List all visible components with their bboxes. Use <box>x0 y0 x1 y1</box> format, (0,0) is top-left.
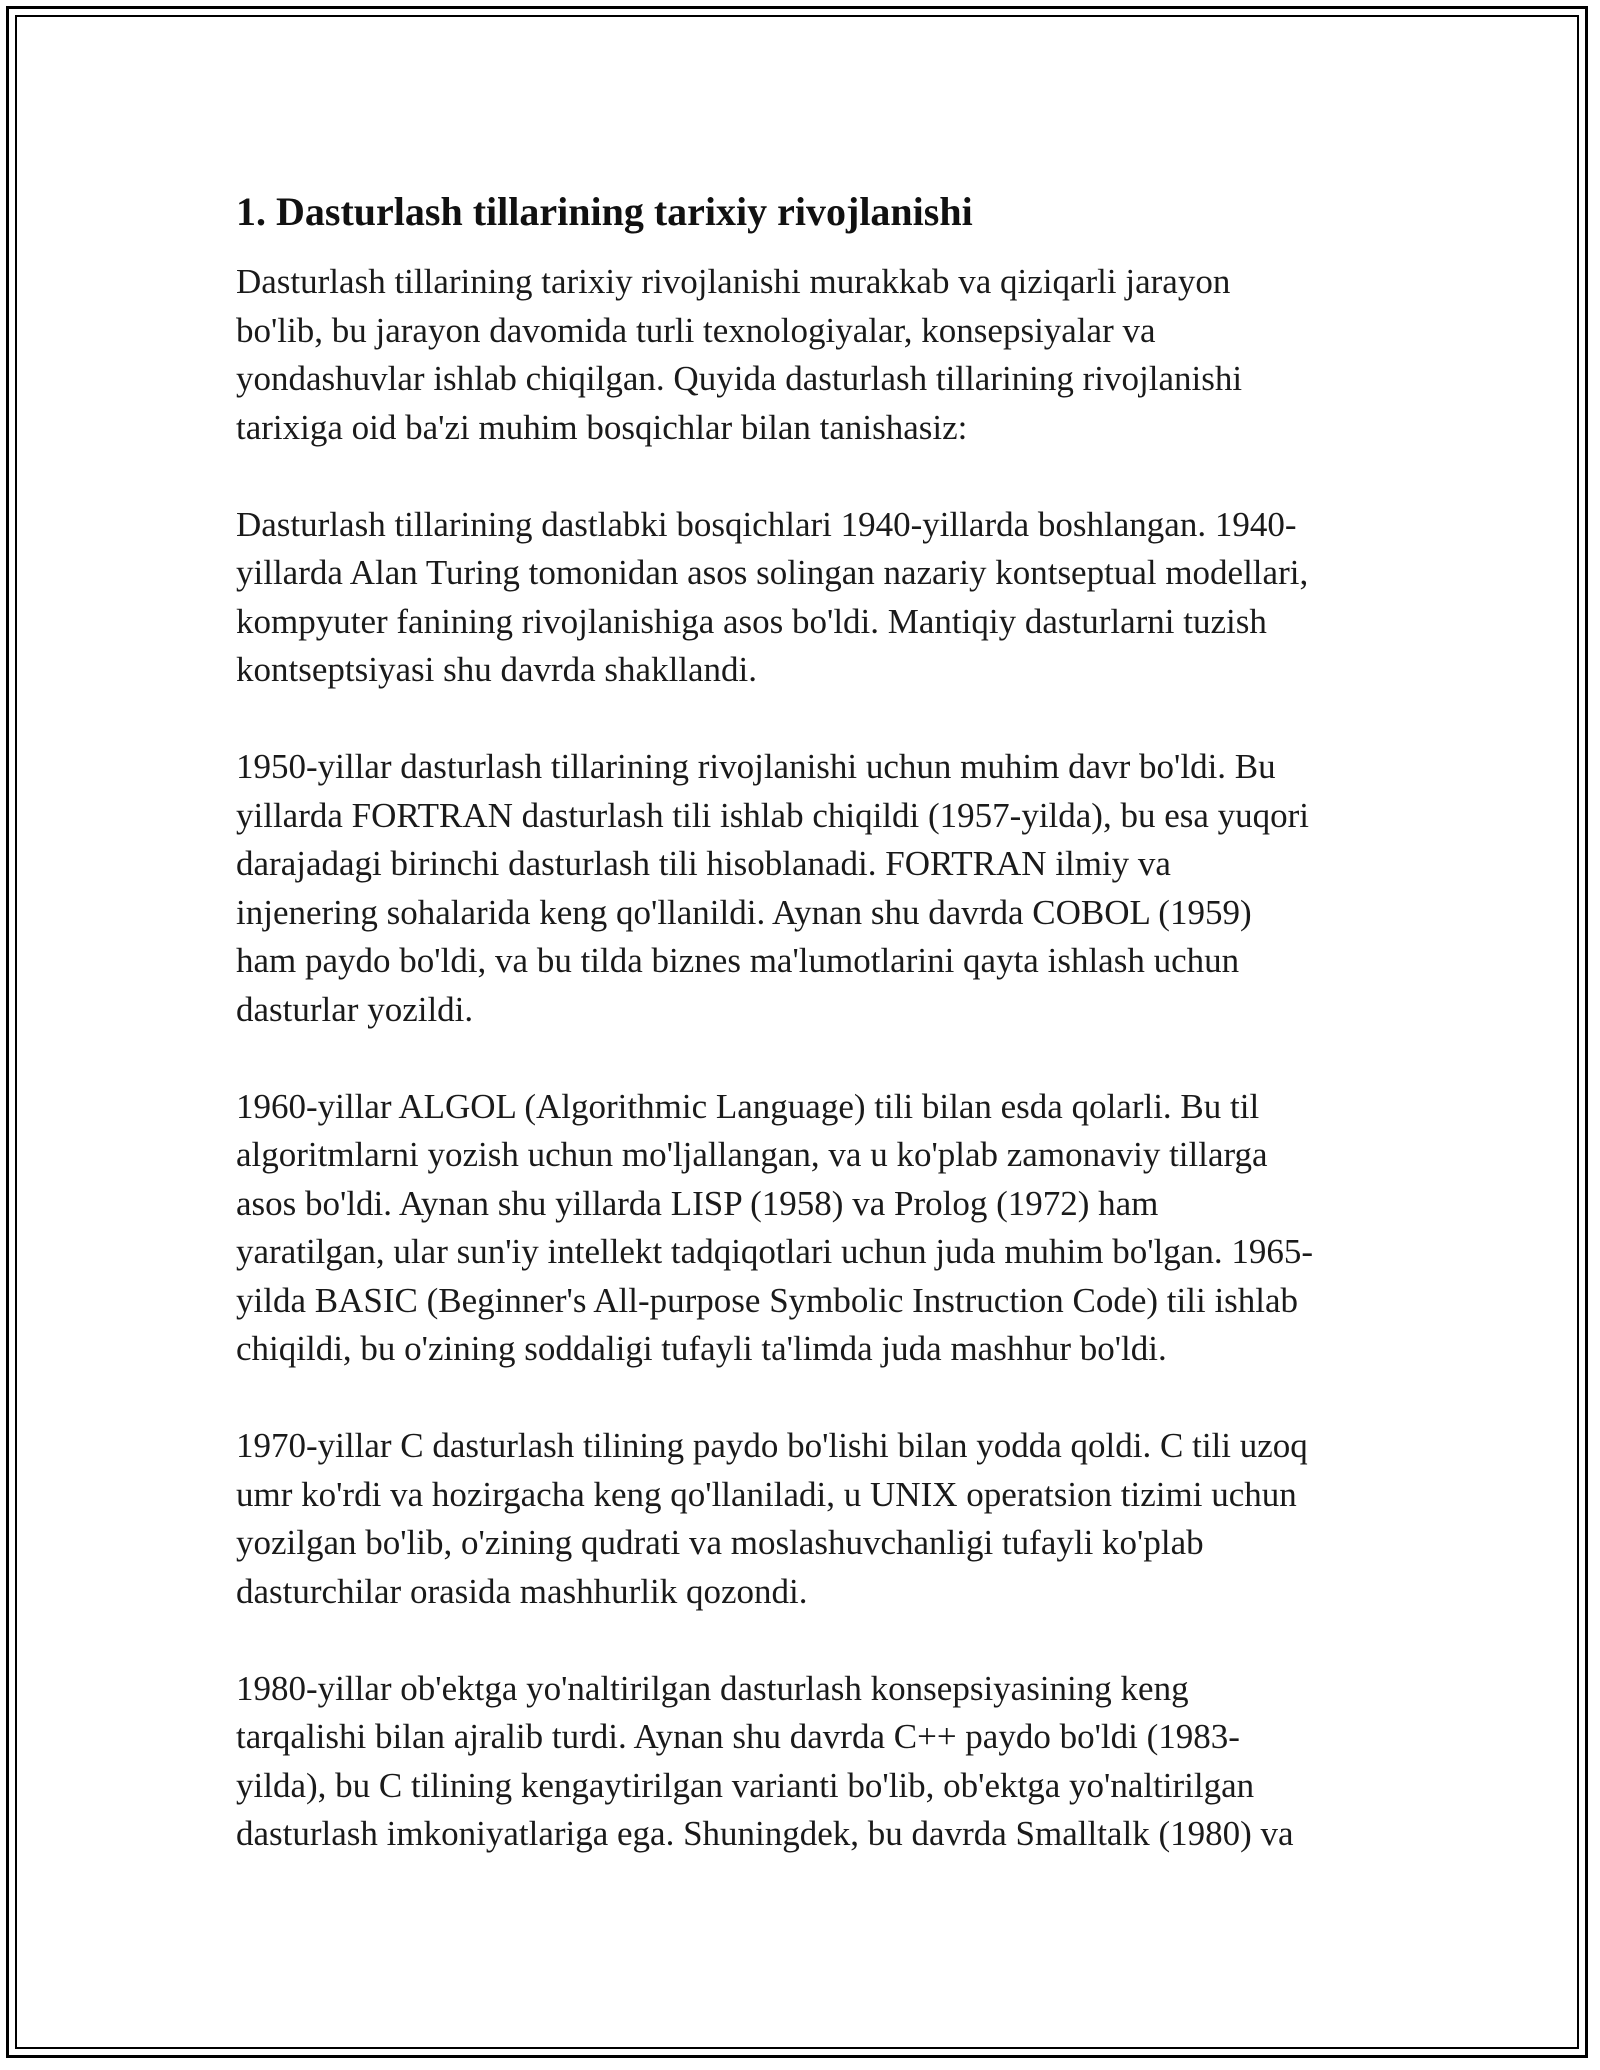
text-line: 1960-yillar ALGOL (Algorithmic Language) tili bilan esda qolarli. Bu til <box>236 1086 1260 1126</box>
text-line: kompyuter fanining rivojlanishiga asos bo'ldi. Mantiqiy dasturlarni tuzish <box>236 601 1267 641</box>
text-line: asos bo'ldi. Aynan shu yillarda LISP (1958) va Prolog (1972) ham <box>236 1183 1159 1223</box>
text-line: yondashuvlar ishlab chiqilgan. Quyida dasturlash tillarining rivojlanishi <box>236 359 1243 398</box>
text-line: 1970-yillar C dasturlash tilining paydo bo'lishi bilan yodda qoldi. C tili uzoq <box>236 1426 1308 1465</box>
paragraph-intro <box>236 258 1376 452</box>
text-line: tarixiga oid ba'zi muhim bosqichlar bilan tanishasiz: <box>236 407 968 447</box>
paragraph-1960s <box>236 1083 1376 1374</box>
text-line: dasturlar yozildi. <box>236 989 474 1029</box>
paragraph-1950s <box>236 743 1376 1034</box>
text-line: kontseptsiyasi shu davrda shakllandi. <box>236 650 758 689</box>
document-body <box>236 186 1376 1907</box>
text-line: dasturlash imkoniyatlariga ega. Shuningdek, bu davrda Smalltalk (1980) va <box>236 1814 1294 1853</box>
text-line: yillarda FORTRAN dasturlash tili ishlab chiqildi (1957-yilda), bu esa yuqori <box>236 795 1310 835</box>
section-heading: 1. Dasturlash tillarining tarixiy rivojlanishi <box>236 189 973 234</box>
text-line: chiqildi, bu o'zining soddaligi tufayli ta'limda juda mashhur bo'ldi. <box>236 1329 1167 1368</box>
text-line: ham paydo bo'ldi, va bu tilda biznes ma'lumotlarini qayta ishlash uchun <box>236 941 1240 980</box>
text-line: yaratilgan, ular sun'iy intellekt tadqiqotlari uchun juda muhim bo'lgan. 1965- <box>236 1232 1313 1271</box>
paragraph-1940s <box>236 501 1376 695</box>
text-line: yozilgan bo'lib, o'zining qudrati va moslashuvchanligi tufayli ko'plab <box>236 1523 1204 1562</box>
text-line: 1950-yillar dasturlash tillarining rivojlanishi uchun muhim davr bo'ldi. Bu <box>236 747 1276 786</box>
text-line: umr ko'rdi va hozirgacha keng qo'llaniladi, u UNIX operatsion tizimi uchun <box>236 1474 1297 1514</box>
paragraph-1980s <box>236 1665 1376 1859</box>
text-line: darajadagi birinchi dasturlash tili hisoblanadi. FORTRAN ilmiy va <box>236 844 1171 883</box>
text-line: Dasturlash tillarining tarixiy rivojlanishi murakkab va qiziqarli jarayon <box>236 262 1231 301</box>
text-line: bo'lib, bu jarayon davomida turli texnologiyalar, konsepsiyalar va <box>236 310 1156 350</box>
text-line: Dasturlash tillarining dastlabki bosqichlari 1940-yillarda boshlangan. 1940- <box>236 504 1297 544</box>
text-line: yilda BASIC (Beginner's All-purpose Symbolic Instruction Code) tili ishlab <box>236 1280 1299 1320</box>
text-line: 1980-yillar ob'ektga yo'naltirilgan dasturlash konsepsiyasining keng <box>236 1668 1189 1708</box>
text-line: dasturchilar orasida mashhurlik qozondi. <box>236 1571 808 1611</box>
paragraph-1970s <box>236 1422 1376 1616</box>
text-line: tarqalishi bilan ajralib turdi. Aynan shu davrda C++ paydo bo'ldi (1983- <box>236 1717 1240 1756</box>
text-line: algoritmlarni yozish uchun mo'ljallangan, va u ko'plab zamonaviy tillarga <box>236 1135 1268 1174</box>
text-line: yillarda Alan Turing tomonidan asos solingan nazariy kontseptual modellari, <box>236 553 1309 592</box>
text-line: injenering sohalarida keng qo'llanildi. Aynan shu davrda COBOL (1959) <box>236 892 1252 932</box>
text-line: yilda), bu C tilining kengaytirilgan varianti bo'lib, ob'ektga yo'naltirilgan <box>236 1765 1255 1805</box>
